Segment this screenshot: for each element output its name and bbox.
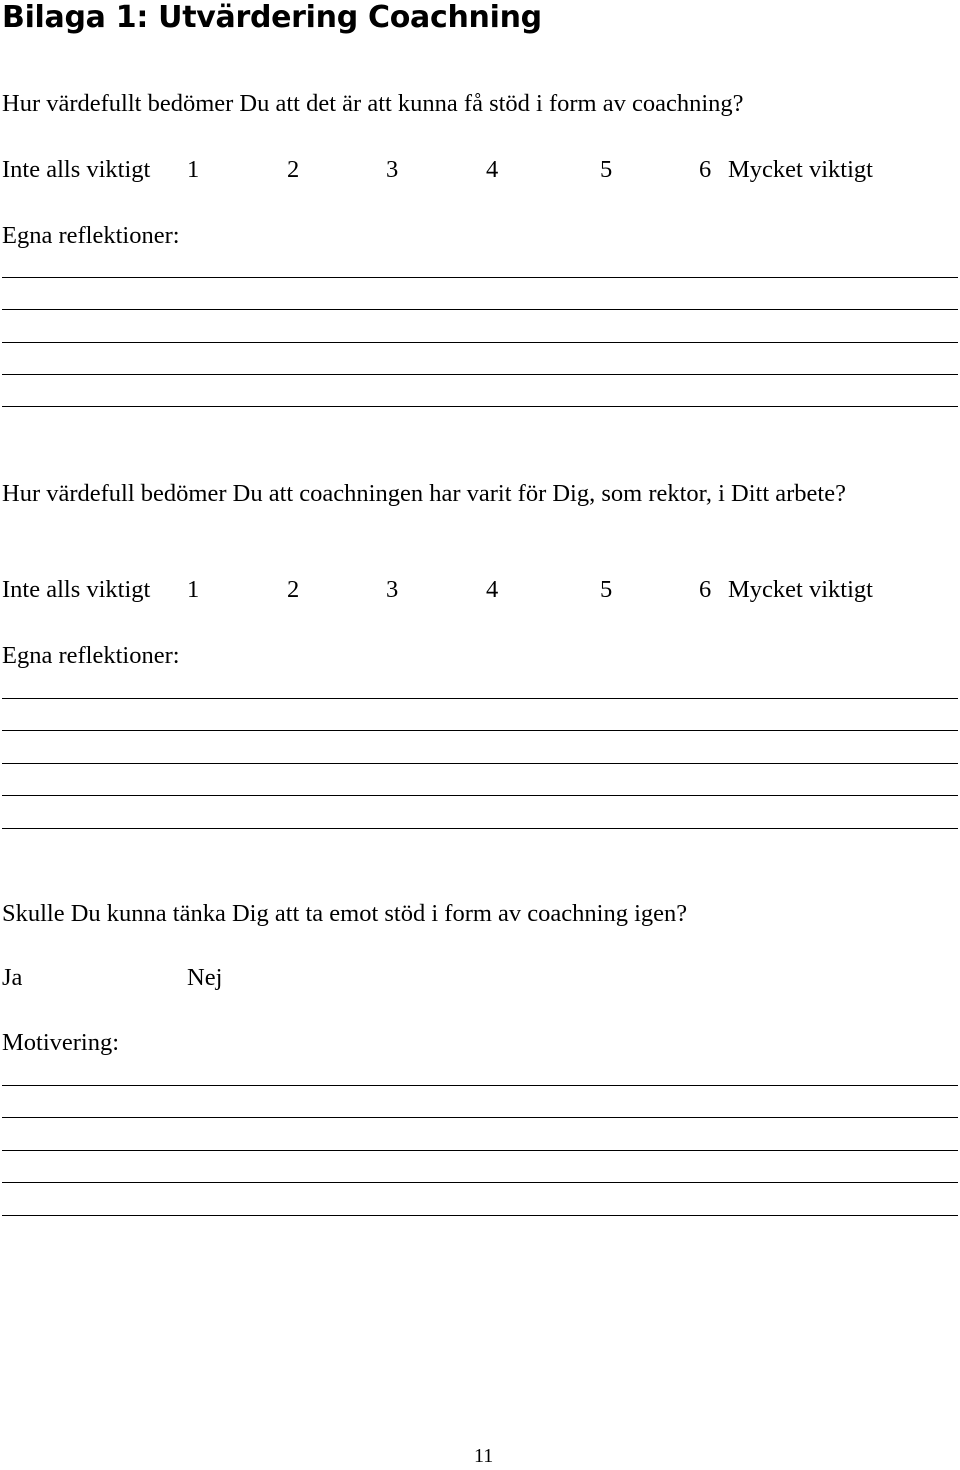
scale-option-2[interactable]: 2: [287, 576, 300, 603]
scale-low-label: Inte alls viktigt: [2, 156, 151, 183]
answer-line[interactable]: [2, 1085, 958, 1086]
scale-option-4[interactable]: 4: [486, 576, 499, 603]
answer-line[interactable]: [2, 277, 958, 278]
answer-line[interactable]: [2, 1182, 958, 1183]
scale-option-1[interactable]: 1: [187, 156, 200, 183]
option-yes[interactable]: Ja: [2, 964, 23, 991]
question-3: Skulle Du kunna tänka Dig att ta emot stöd i form av coachning igen?: [2, 900, 688, 927]
scale-option-3[interactable]: 3: [386, 156, 399, 183]
scale-high-label: Mycket viktigt: [728, 156, 873, 183]
answer-line[interactable]: [2, 406, 958, 407]
answer-line[interactable]: [2, 795, 958, 796]
answer-line[interactable]: [2, 763, 958, 764]
answer-line[interactable]: [2, 1117, 958, 1118]
scale-option-3[interactable]: 3: [386, 576, 399, 603]
reflection-label-2: Egna reflektioner:: [2, 642, 180, 669]
scale-option-5[interactable]: 5: [600, 156, 613, 183]
answer-line[interactable]: [2, 1215, 958, 1216]
motivation-label: Motivering:: [2, 1029, 120, 1056]
option-no[interactable]: Nej: [187, 964, 223, 991]
answer-line[interactable]: [2, 698, 958, 699]
page-title: Bilaga 1: Utvärdering Coachning: [2, 0, 542, 35]
page-number: 11: [474, 1445, 494, 1467]
scale-option-1[interactable]: 1: [187, 576, 200, 603]
scale-option-2[interactable]: 2: [287, 156, 300, 183]
scale-low-label: Inte alls viktigt: [2, 576, 151, 603]
scale-option-5[interactable]: 5: [600, 576, 613, 603]
answer-line[interactable]: [2, 374, 958, 375]
answer-line[interactable]: [2, 309, 958, 310]
answer-line[interactable]: [2, 730, 958, 731]
question-2: Hur värdefull bedömer Du att coachningen har varit för Dig, som rektor, i Ditt arbete?: [2, 480, 846, 507]
answer-line[interactable]: [2, 1150, 958, 1151]
question-1: Hur värdefullt bedömer Du att det är att kunna få stöd i form av coachning?: [2, 90, 744, 117]
answer-line[interactable]: [2, 828, 958, 829]
scale-option-6[interactable]: 6: [699, 576, 712, 603]
scale-option-6[interactable]: 6: [699, 156, 712, 183]
scale-high-label: Mycket viktigt: [728, 576, 873, 603]
answer-line[interactable]: [2, 342, 958, 343]
scale-option-4[interactable]: 4: [486, 156, 499, 183]
reflection-label-1: Egna reflektioner:: [2, 222, 180, 249]
